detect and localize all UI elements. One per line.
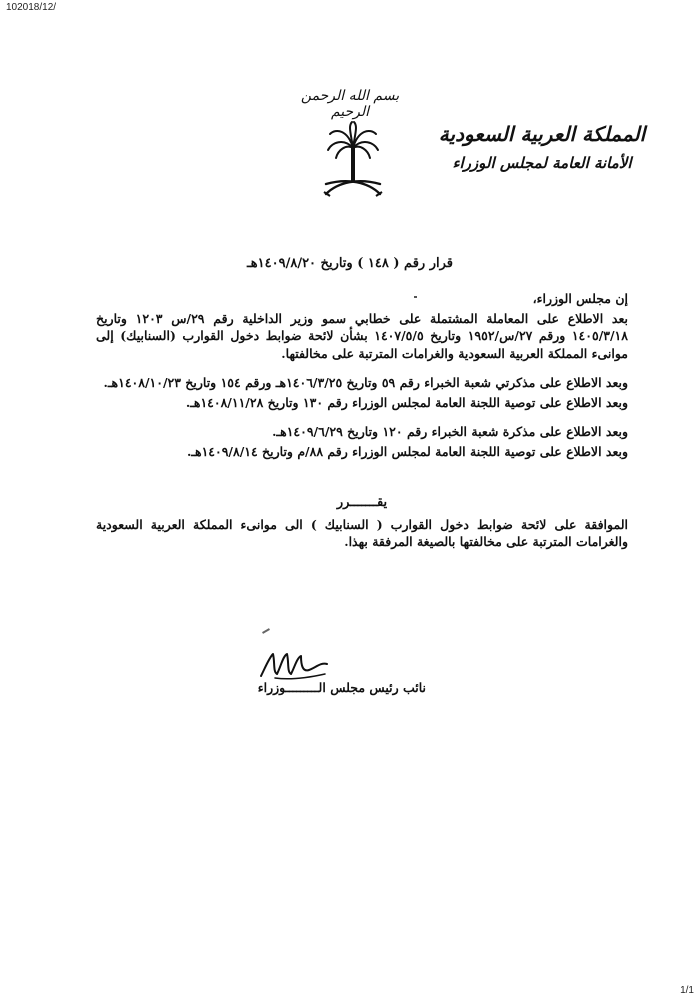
scan-reference-number: 102018/12/ — [6, 2, 57, 13]
preamble-paragraph: وبعد الاطلاع على توصية اللجنة العامة لمجلس الوزراء رقم ٨٨/م وتاريخ ١٤٠٩/٨/١٤هـ. — [186, 443, 628, 459]
basmala-calligraphy: بسم الله الرحمن الرحيم — [300, 88, 400, 120]
decision-body — [96, 290, 628, 553]
signer-title: نائب رئيس مجلس الـــــــــوزراء — [257, 680, 426, 695]
kingdom-name: المملكة العربية السعودية — [438, 122, 646, 146]
preamble-paragraph: وبعد الاطلاع على توصية اللجنة العامة لمجلس الوزراء رقم ١٣٠ وتاريخ ١٤٠٨/١١/٢٨هـ. — [185, 394, 628, 410]
preamble-paragraph: وبعد الاطلاع على مذكرتي شعبة الخبراء رقم ٥٩ وتاريخ ١٤٠٦/٣/٢٥هـ ورقم ١٥٤ وتاريخ ١٤٠٨/١٠/٢٣هـ. — [103, 375, 628, 390]
secretariat-name: الأمانة العامة لمجلس الوزراء — [452, 154, 632, 172]
saudi-emblem-palm-swords-icon — [318, 120, 388, 202]
resolves-heading: يقـــــــرر — [336, 495, 388, 510]
decision-title: قرار رقم ( ١٤٨ ) وتاريخ ١٤٠٩/٨/٢٠هـ — [246, 256, 454, 271]
scan-mark — [262, 628, 270, 634]
handwritten-signature — [255, 648, 335, 684]
addressee-line: إن مجلس الوزراء، — [532, 291, 628, 306]
preamble-paragraph: وبعد الاطلاع على مذكرة شعبة الخبراء رقم ١٢٠ وتاريخ ١٤٠٩/٦/٢٩هـ. — [272, 424, 628, 439]
preamble-paragraph: بعد الاطلاع على المعاملة المشتملة على خطابي سمو وزير الداخلية رقم ٢٩/س ١٢٠٣ وتاريخ ١٤٠٥/٣/١٨ ورقم ٢٧/س/١٩٥٢ وتاريخ ١٤٠٧/٥/٥ بشأن لائحة ضوابط دخول القوارب (السنابيك) إلى موانىء المملكة العربية السعودية والغرامات المترتبة على مخالفتها. — [96, 310, 628, 361]
letterhead-block — [422, 120, 662, 176]
page-number: 1/1 — [680, 985, 694, 996]
resolution-paragraph: الموافقة على لائحة ضوابط دخول القوارب ( السنابيك ) الى موانىء المملكة العربية السعودية والغرامات المترتبة على مخالفتها بالصيغة المرفقة بهذا. — [96, 516, 628, 549]
